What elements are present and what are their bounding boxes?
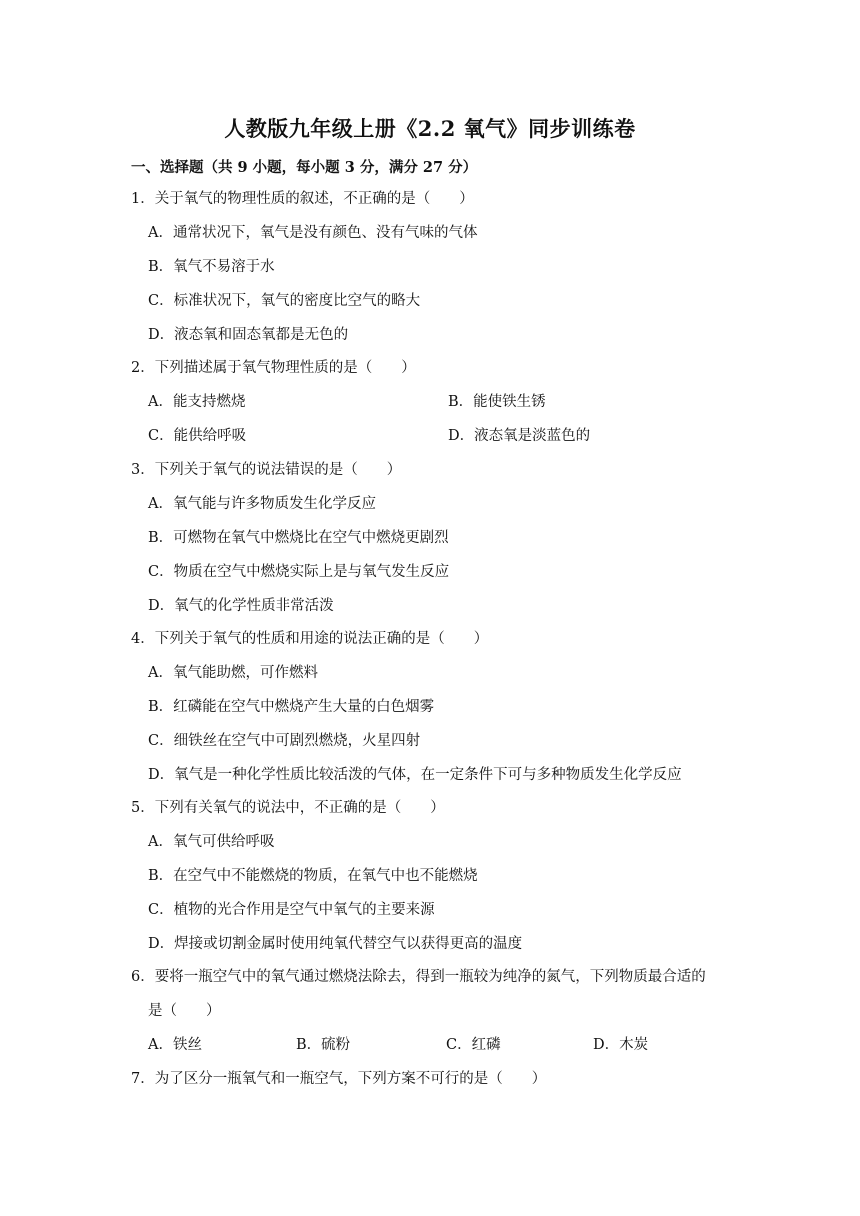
question-1-option-b: B．氧气不易溶于水 xyxy=(148,259,275,275)
question-5-option-a: A．氧气可供给呼吸 xyxy=(148,834,275,850)
question-3-option-c: C．物质在空气中燃烧实际上是与氧气发生反应 xyxy=(148,564,450,580)
question-1-option-a: A．通常状况下，氧气是没有颜色、没有气味的气体 xyxy=(148,225,478,241)
question-6-option-b: B．硫粉 xyxy=(296,1037,351,1053)
question-5-option-b: B．在空气中不能燃烧的物质，在氧气中也不能燃烧 xyxy=(148,868,478,884)
question-5-stem: 5．下列有关氧气的说法中，不正确的是（ ） xyxy=(131,800,445,816)
section-heading: 一、选择题（共 9 小题，每小题 3 分，满分 27 分） xyxy=(131,159,478,176)
question-5-option-c: C．植物的光合作用是空气中氧气的主要来源 xyxy=(148,902,435,918)
question-2-option-d: D．液态氧是淡蓝色的 xyxy=(448,428,591,444)
question-1-option-c: C．标准状况下，氧气的密度比空气的略大 xyxy=(148,293,421,309)
question-6-option-a: A．铁丝 xyxy=(148,1037,202,1053)
question-1-option-d: D．液态氧和固态氧都是无色的 xyxy=(148,327,349,343)
question-4-option-c: C．细铁丝在空气中可剧烈燃烧，火星四射 xyxy=(148,733,421,749)
question-2-option-a: A．能支持燃烧 xyxy=(148,394,246,410)
question-6-option-c: C．红磷 xyxy=(446,1037,501,1053)
question-2-option-b: B．能使铁生锈 xyxy=(448,394,546,410)
question-4-stem: 4．下列关于氧气的性质和用途的说法正确的是（ ） xyxy=(131,631,489,647)
page-title: 人教版九年级上册《2.2 氧气》同步训练卷 xyxy=(224,116,636,141)
question-4-option-a: A．氧气能助燃，可作燃料 xyxy=(148,665,318,681)
question-2-option-c: C．能供给呼吸 xyxy=(148,428,247,444)
question-4-option-b: B．红磷能在空气中燃烧产生大量的白色烟雾 xyxy=(148,699,435,715)
question-3-option-a: A．氧气能与许多物质发生化学反应 xyxy=(148,496,376,512)
question-4-option-d: D．氧气是一种化学性质比较活泼的气体，在一定条件下可与多种物质发生化学反应 xyxy=(148,767,682,783)
question-3-option-d: D．氧气的化学性质非常活泼 xyxy=(148,598,334,614)
question-7-stem: 7．为了区分一瓶氧气和一瓶空气，下列方案不可行的是（ ） xyxy=(131,1071,547,1087)
question-5-option-d: D．焊接或切割金属时使用纯氧代替空气以获得更高的温度 xyxy=(148,936,523,952)
question-6-stem-continued: 是（ ） xyxy=(148,1003,221,1019)
question-2-stem: 2．下列描述属于氧气物理性质的是（ ） xyxy=(131,360,416,376)
question-1-stem: 1．关于氧气的物理性质的叙述，不正确的是（ ） xyxy=(131,191,474,207)
question-3-stem: 3．下列关于氧气的说法错误的是（ ） xyxy=(131,462,402,478)
question-3-option-b: B．可燃物在氧气中燃烧比在空气中燃烧更剧烈 xyxy=(148,530,449,546)
question-6-stem: 6．要将一瓶空气中的氧气通过燃烧法除去，得到一瓶较为纯净的氮气，下列物质最合适的 xyxy=(131,969,706,985)
question-6-option-d: D．木炭 xyxy=(593,1037,649,1053)
